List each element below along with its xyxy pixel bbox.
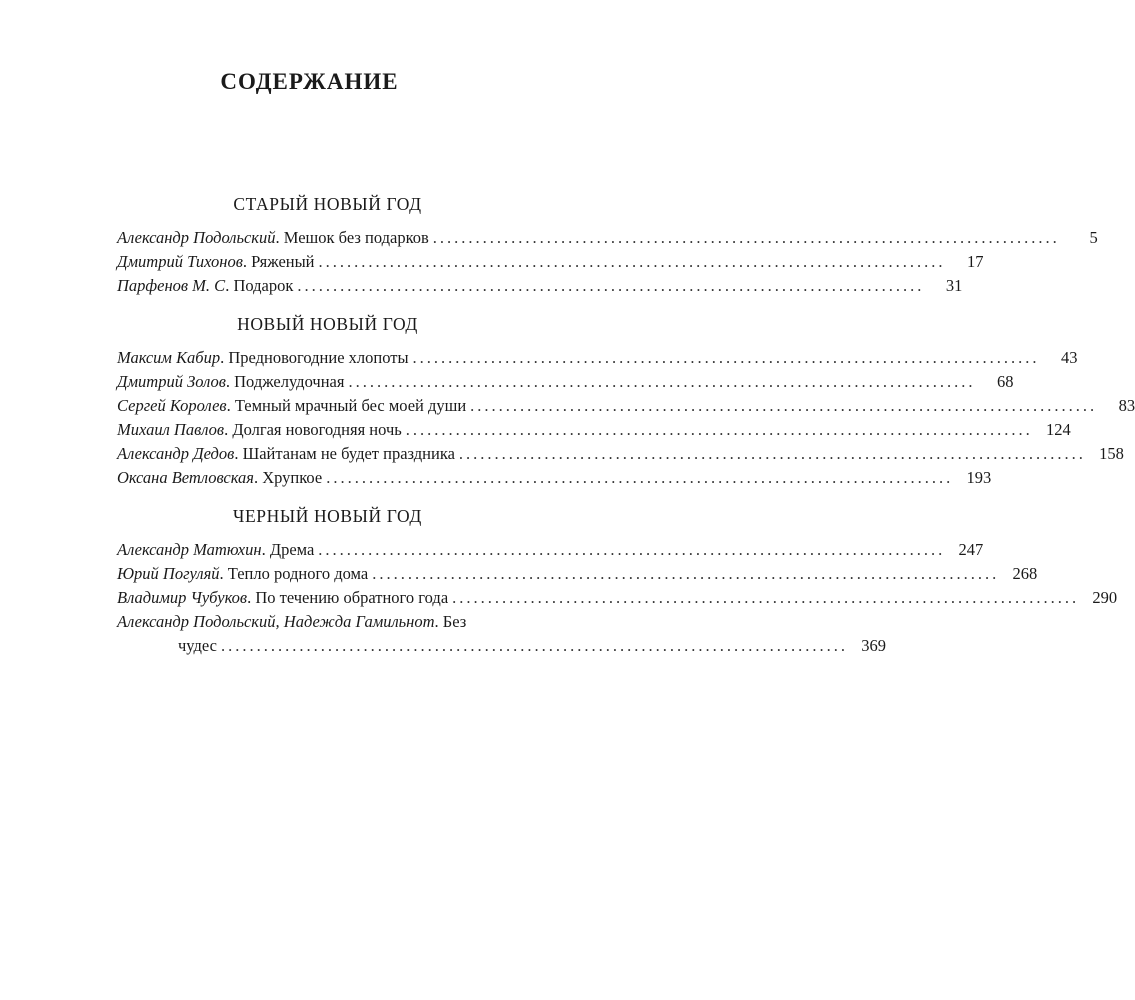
entry-story: Хрупкое: [262, 468, 323, 487]
dot-leader: ........................................................................................: [432, 228, 1060, 247]
dot-leader: ........................................................................................: [220, 636, 848, 655]
entry-story: Шайтанам не будет праздника: [242, 444, 455, 463]
toc-entry[interactable]: [117, 610, 886, 658]
toc-entry[interactable]: Александр Подольский . Мешок без подарков ........................................................................................ 5: [117, 226, 538, 250]
entry-page: 5: [1089, 228, 1098, 247]
entry-page: 247: [958, 540, 984, 559]
entry-page: 193: [966, 468, 992, 487]
entry-page: 83: [1118, 396, 1135, 415]
entry-story: Поджелудочная: [234, 372, 345, 391]
toc-entry[interactable]: Александр Дедов . Шайтанам не будет праздника ........................................................................................ 158: [117, 442, 538, 466]
dot-leader: ........................................................................................: [458, 444, 1086, 463]
toc-entry[interactable]: Владимир Чубуков . По течению обратного года ........................................................................................ 290: [117, 586, 538, 610]
section-black-new-year: [117, 504, 1118, 658]
dot-leader: ........................................................................................: [348, 372, 976, 391]
entry-author: Владимир Чубуков: [117, 588, 248, 607]
entry-page: 17: [967, 252, 984, 271]
dot-leader: ........................................................................................: [452, 588, 1080, 607]
toc-entry[interactable]: Парфенов М. С . Подарок ........................................................................................ 31: [117, 274, 538, 298]
toc-entry[interactable]: Дмитрий Золов . Поджелудочная ........................................................................................ 68: [117, 370, 538, 394]
dot-leader: ........................................................................................: [318, 252, 946, 271]
table-of-contents: [117, 192, 1135, 658]
entry-page: 369: [861, 636, 886, 655]
entry-story: По течению обратного года: [255, 588, 449, 607]
entry-line-1: Александр Подольский, Надежда Гамильнот. Без: [117, 612, 467, 631]
entry-author: Дмитрий Золов: [117, 372, 226, 391]
entry-story: Темный мрачный бес моей души: [234, 396, 467, 415]
dot-leader: ........................................................................................: [318, 540, 946, 559]
dot-leader: ........................................................................................: [372, 564, 1000, 583]
entry-page: 68: [996, 372, 1014, 391]
dot-leader: ........................................................................................: [412, 348, 1040, 367]
section-title: НОВЫЙ НОВЫЙ ГОД: [237, 314, 418, 334]
entry-author: Максим Кабир: [117, 348, 221, 367]
entry-story: Тепло родного дома: [227, 564, 369, 583]
entry-story-part1: Без: [442, 612, 467, 631]
entry-author: Парфенов М. С: [117, 276, 226, 295]
toc-entry[interactable]: Максим Кабир . Предновогодние хлопоты ........................................................................................ 43: [117, 346, 538, 370]
entry-page: 31: [945, 276, 963, 295]
entry-page: 158: [1099, 444, 1124, 463]
dot-leader: ........................................................................................: [405, 420, 1033, 439]
entry-author: Александр Дедов: [117, 444, 235, 463]
entry-author: Юрий Погуляй: [117, 564, 220, 583]
section-new-new-year: [117, 312, 1135, 490]
section-old-new-year: [117, 192, 1098, 298]
entry-author: Оксана Ветловская: [117, 468, 254, 487]
entry-story: Мешок без подарков: [283, 228, 429, 247]
entry-line-2: [117, 634, 886, 658]
entry-story: Ряженый: [251, 252, 315, 271]
entry-page: 43: [1061, 348, 1078, 367]
entry-page: 268: [1012, 564, 1038, 583]
entry-author: Сергей Королев: [117, 396, 227, 415]
toc-entry[interactable]: Александр Матюхин . Дрема ........................................................................................ 247: [117, 538, 538, 562]
entry-story: Подарок: [233, 276, 294, 295]
entry-story-part2: чудес: [178, 636, 217, 655]
toc-entry[interactable]: Юрий Погуляй . Тепло родного дома ........................................................................................ 268: [117, 562, 538, 586]
entry-author: Александр Подольский: [117, 228, 276, 247]
section-title: ЧЕРНЫЙ НОВЫЙ ГОД: [233, 506, 422, 526]
entry-story: Дрема: [269, 540, 315, 559]
dot-leader: ........................................................................................: [470, 396, 1098, 415]
page-title: СОДЕРЖАНИЕ: [220, 69, 399, 94]
entry-author: Александр Матюхин: [117, 540, 262, 559]
section-title: СТАРЫЙ НОВЫЙ ГОД: [233, 194, 422, 214]
entry-author: Александр Подольский, Надежда Гамильнот: [117, 612, 435, 631]
entry-page: 124: [1046, 420, 1071, 439]
entry-story: Предновогодние хлопоты: [228, 348, 409, 367]
toc-entry[interactable]: Дмитрий Тихонов . Ряженый ........................................................................................ 17: [117, 250, 538, 274]
entry-author: Михаил Павлов: [117, 420, 225, 439]
entry-story: Долгая новогодняя ночь: [232, 420, 402, 439]
toc-entry[interactable]: Сергей Королев . Темный мрачный бес моей души ........................................................................................ 83: [117, 394, 538, 418]
dot-leader: ........................................................................................: [297, 276, 925, 295]
toc-entry[interactable]: Михаил Павлов . Долгая новогодняя ночь ........................................................................................ 124: [117, 418, 538, 442]
toc-entry[interactable]: Оксана Ветловская . Хрупкое ........................................................................................ 193: [117, 466, 538, 490]
dot-leader: ........................................................................................: [326, 468, 954, 487]
entry-page: 290: [1092, 588, 1118, 607]
entry-author: Дмитрий Тихонов: [117, 252, 243, 271]
